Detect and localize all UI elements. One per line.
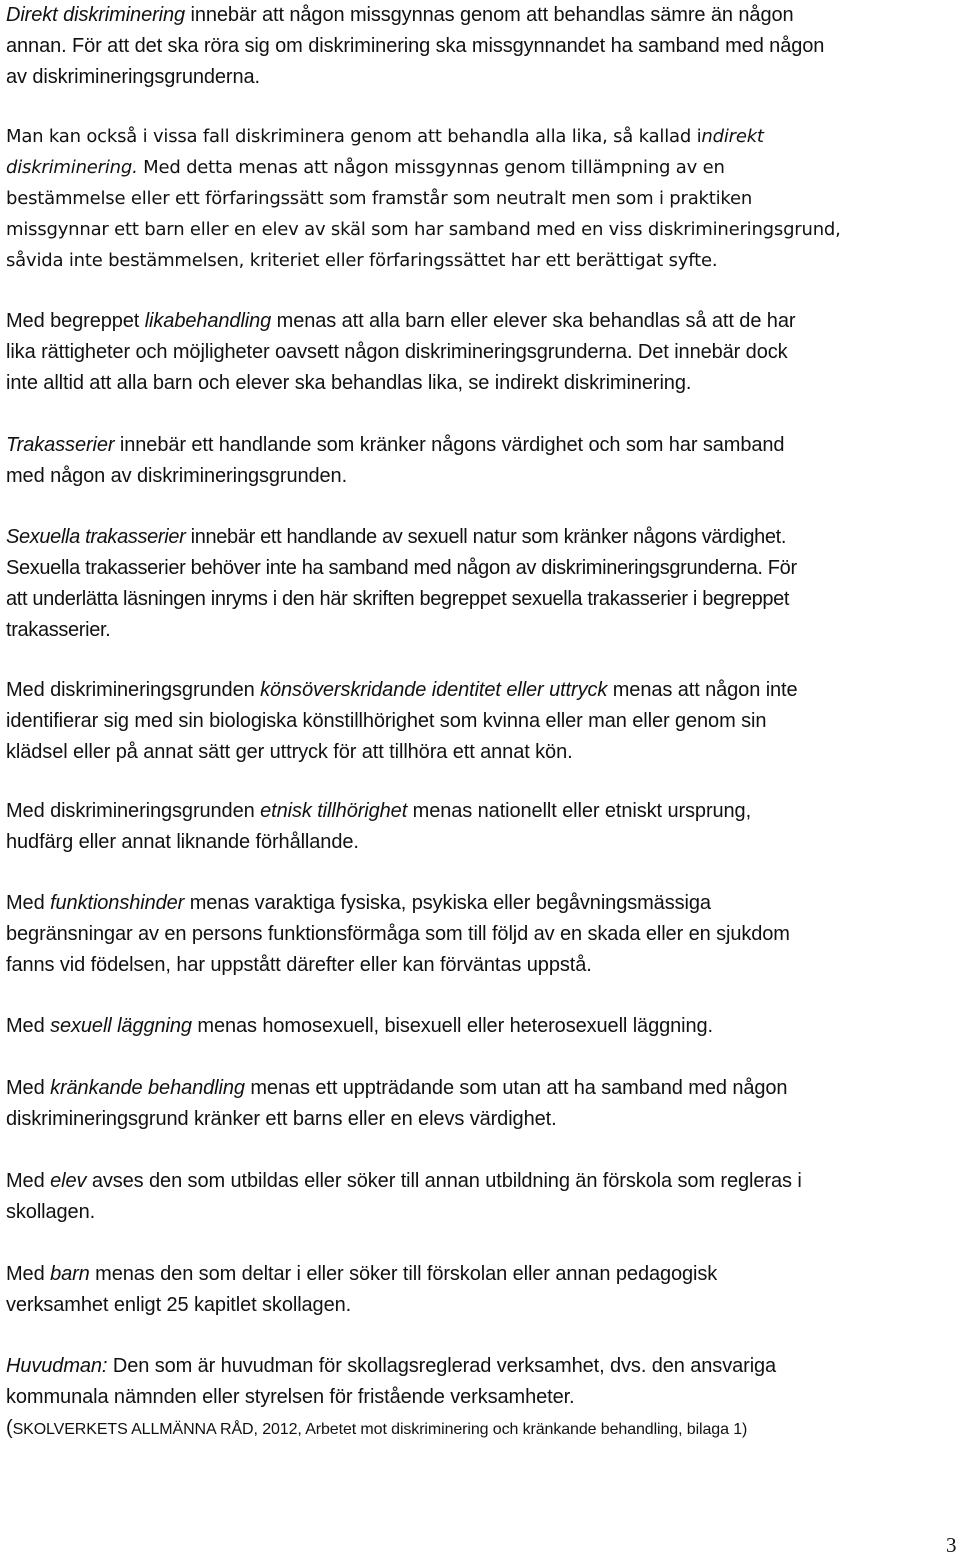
text-span: Med diskrimineringsgrunden [6, 679, 261, 701]
text-line: Sexuella trakasserier behöver inte ha samband med någon av diskrimineringsgrunderna. För [6, 557, 797, 579]
text-line: av diskrimineringsgrunderna. [6, 66, 260, 88]
text-span: menas den som deltar i eller söker till förskolan eller annan pedagogisk [89, 1263, 718, 1285]
source-open-paren: ( [6, 1417, 13, 1439]
term-direkt-diskriminering: Direkt diskriminering [6, 4, 186, 26]
text-line [6, 1351, 776, 1382]
text-line [6, 796, 751, 827]
paragraph-konsoverskridande [6, 675, 798, 768]
term-krankande-behandling: kränkande behandling [50, 1077, 245, 1099]
text-span: menas varaktiga fysiska, psykiska eller begåvningsmässiga [184, 892, 711, 914]
text-span: Med [6, 1015, 51, 1037]
text-span: Med [6, 1263, 51, 1285]
text-line [6, 306, 795, 337]
text-span: menas ett uppträdande som utan att ha samband med någon [244, 1077, 788, 1099]
text-line [6, 888, 790, 919]
text-span: Med [6, 1170, 51, 1192]
text-line: klädsel eller på annat sätt ger uttryck för att tillhöra ett annat kön. [6, 741, 573, 763]
text-span: innebär ett handlande av sexuell natur som kränker någons värdighet. [185, 526, 787, 548]
text-line: missgynnar ett barn eller en elev av skäl som har samband med en viss diskrimineringsgrund, [6, 219, 841, 240]
term-sexuella-trakasserier: Sexuella trakasserier [6, 526, 186, 548]
paragraph-funktionshinder [6, 888, 790, 981]
text-line: kommunala nämnden eller styrelsen för fristående verksamheter. [6, 1386, 575, 1408]
text-span: Med [6, 892, 51, 914]
term-funktionshinder: funktionshinder [50, 892, 185, 914]
text-line: att underlätta läsningen inryms i den här skriften begreppet sexuella trakasserier i begreppet [6, 588, 790, 610]
source-text: SKOLVERKETS ALLMÄNNA RÅD, 2012, Arbetet mot diskriminering och kränkande behandling, bilaga 1) [12, 1421, 748, 1438]
term-indirekt: ndirekt [701, 126, 764, 147]
text-line: identifierar sig med sin biologiska könstillhörighet som kvinna eller man eller genom sin [6, 710, 767, 732]
term-elev: elev [50, 1170, 87, 1192]
text-line: begränsningar av en persons funktionsförmåga som till följd av en skada eller en sjukdom [6, 923, 790, 945]
term-sexuell-laggning: sexuell läggning [50, 1015, 192, 1037]
text-line: skollagen. [6, 1201, 96, 1223]
text-span: Man kan också i vissa fall diskriminera genom att behandla alla lika, så kallad i [6, 126, 702, 147]
paragraph-krankande-behandling [6, 1073, 787, 1135]
paragraph-elev [6, 1166, 802, 1228]
paragraph-huvudman [6, 1351, 776, 1445]
text-line: bestämmelse eller ett förfaringssätt som framstår som neutralt men som i praktiken [6, 188, 753, 209]
text-line [6, 1259, 717, 1290]
text-line: såvida inte bestämmelsen, kriteriet eller förfaringssättet har ett berättigat syfte. [6, 250, 718, 271]
text-line: med någon av diskrimineringsgrunden. [6, 465, 348, 487]
text-line: lika rättigheter och möjligheter oavsett någon diskrimineringsgrunderna. Det innebär dock [6, 341, 788, 363]
text-span: Med [6, 1077, 51, 1099]
paragraph-likabehandling [6, 306, 795, 399]
text-line [6, 0, 824, 31]
text-line: hudfärg eller annat liknande förhållande. [6, 831, 359, 853]
term-huvudman: Huvudman: [6, 1355, 108, 1377]
term-trakasserier: Trakasserier [6, 434, 115, 456]
text-span: menas att någon inte [607, 679, 798, 701]
text-span: innebär att någon missgynnas genom att behandlas sämre än någon [185, 4, 794, 26]
text-line [6, 121, 841, 152]
text-span: avses den som utbildas eller söker till annan utbildning än förskola som regleras i [86, 1170, 802, 1192]
text-line: fanns vid födelsen, har uppstått därefter eller kan förväntas uppstå. [6, 954, 592, 976]
paragraph-sexuell-laggning [6, 1011, 713, 1042]
text-line [6, 522, 797, 553]
text-span: menas nationellt eller etniskt ursprung, [407, 800, 752, 822]
text-line: inte alltid att alla barn och elever ska behandlas lika, se indirekt diskriminering. [6, 372, 692, 394]
term-likabehandling: likabehandling [144, 310, 272, 332]
term-etnisk-tillhorighet: etnisk tillhörighet [260, 800, 408, 822]
text-line: diskrimineringsgrund kränker ett barns eller en elevs värdighet. [6, 1108, 557, 1130]
text-span: menas homosexuell, bisexuell eller heterosexuell läggning. [191, 1015, 713, 1037]
text-span: Med detta menas att någon missgynnas genom tillämpning av en [137, 157, 725, 178]
text-line [6, 1166, 802, 1197]
text-line: trakasserier. [6, 619, 111, 641]
term-konsoverskridande-identitet: könsöverskridande identitet eller uttryck [260, 679, 608, 701]
term-barn: barn [50, 1263, 90, 1285]
text-line: verksamhet enligt 25 kapitlet skollagen. [6, 1294, 352, 1316]
text-span: Med begreppet [6, 310, 145, 332]
term-diskriminering: diskriminering. [6, 157, 138, 178]
text-line [6, 152, 841, 183]
text-line [6, 430, 784, 461]
text-span: Den som är huvudman för skollagsreglerad verksamhet, dvs. den ansvariga [107, 1355, 777, 1377]
text-span: Med diskrimineringsgrunden [6, 800, 261, 822]
text-line: annan. För att det ska röra sig om diskriminering ska missgynnandet ha samband med någon [6, 35, 825, 57]
text-line [6, 1073, 787, 1104]
text-span: menas att alla barn eller elever ska behandlas så att de har [271, 310, 796, 332]
paragraph-trakasserier [6, 430, 784, 492]
page-number: 3 [946, 1533, 957, 1557]
paragraph-sexuella-trakasserier [6, 522, 797, 646]
text-line [6, 1011, 713, 1042]
source-citation [6, 1413, 776, 1445]
paragraph-indirekt-diskriminering [6, 121, 841, 276]
text-line [6, 675, 798, 706]
paragraph-etnisk-tillhorighet [6, 796, 751, 858]
text-span: innebär ett handlande som kränker någons värdighet och som har samband [114, 434, 785, 456]
paragraph-barn [6, 1259, 717, 1321]
paragraph-direkt-diskriminering [6, 0, 824, 93]
